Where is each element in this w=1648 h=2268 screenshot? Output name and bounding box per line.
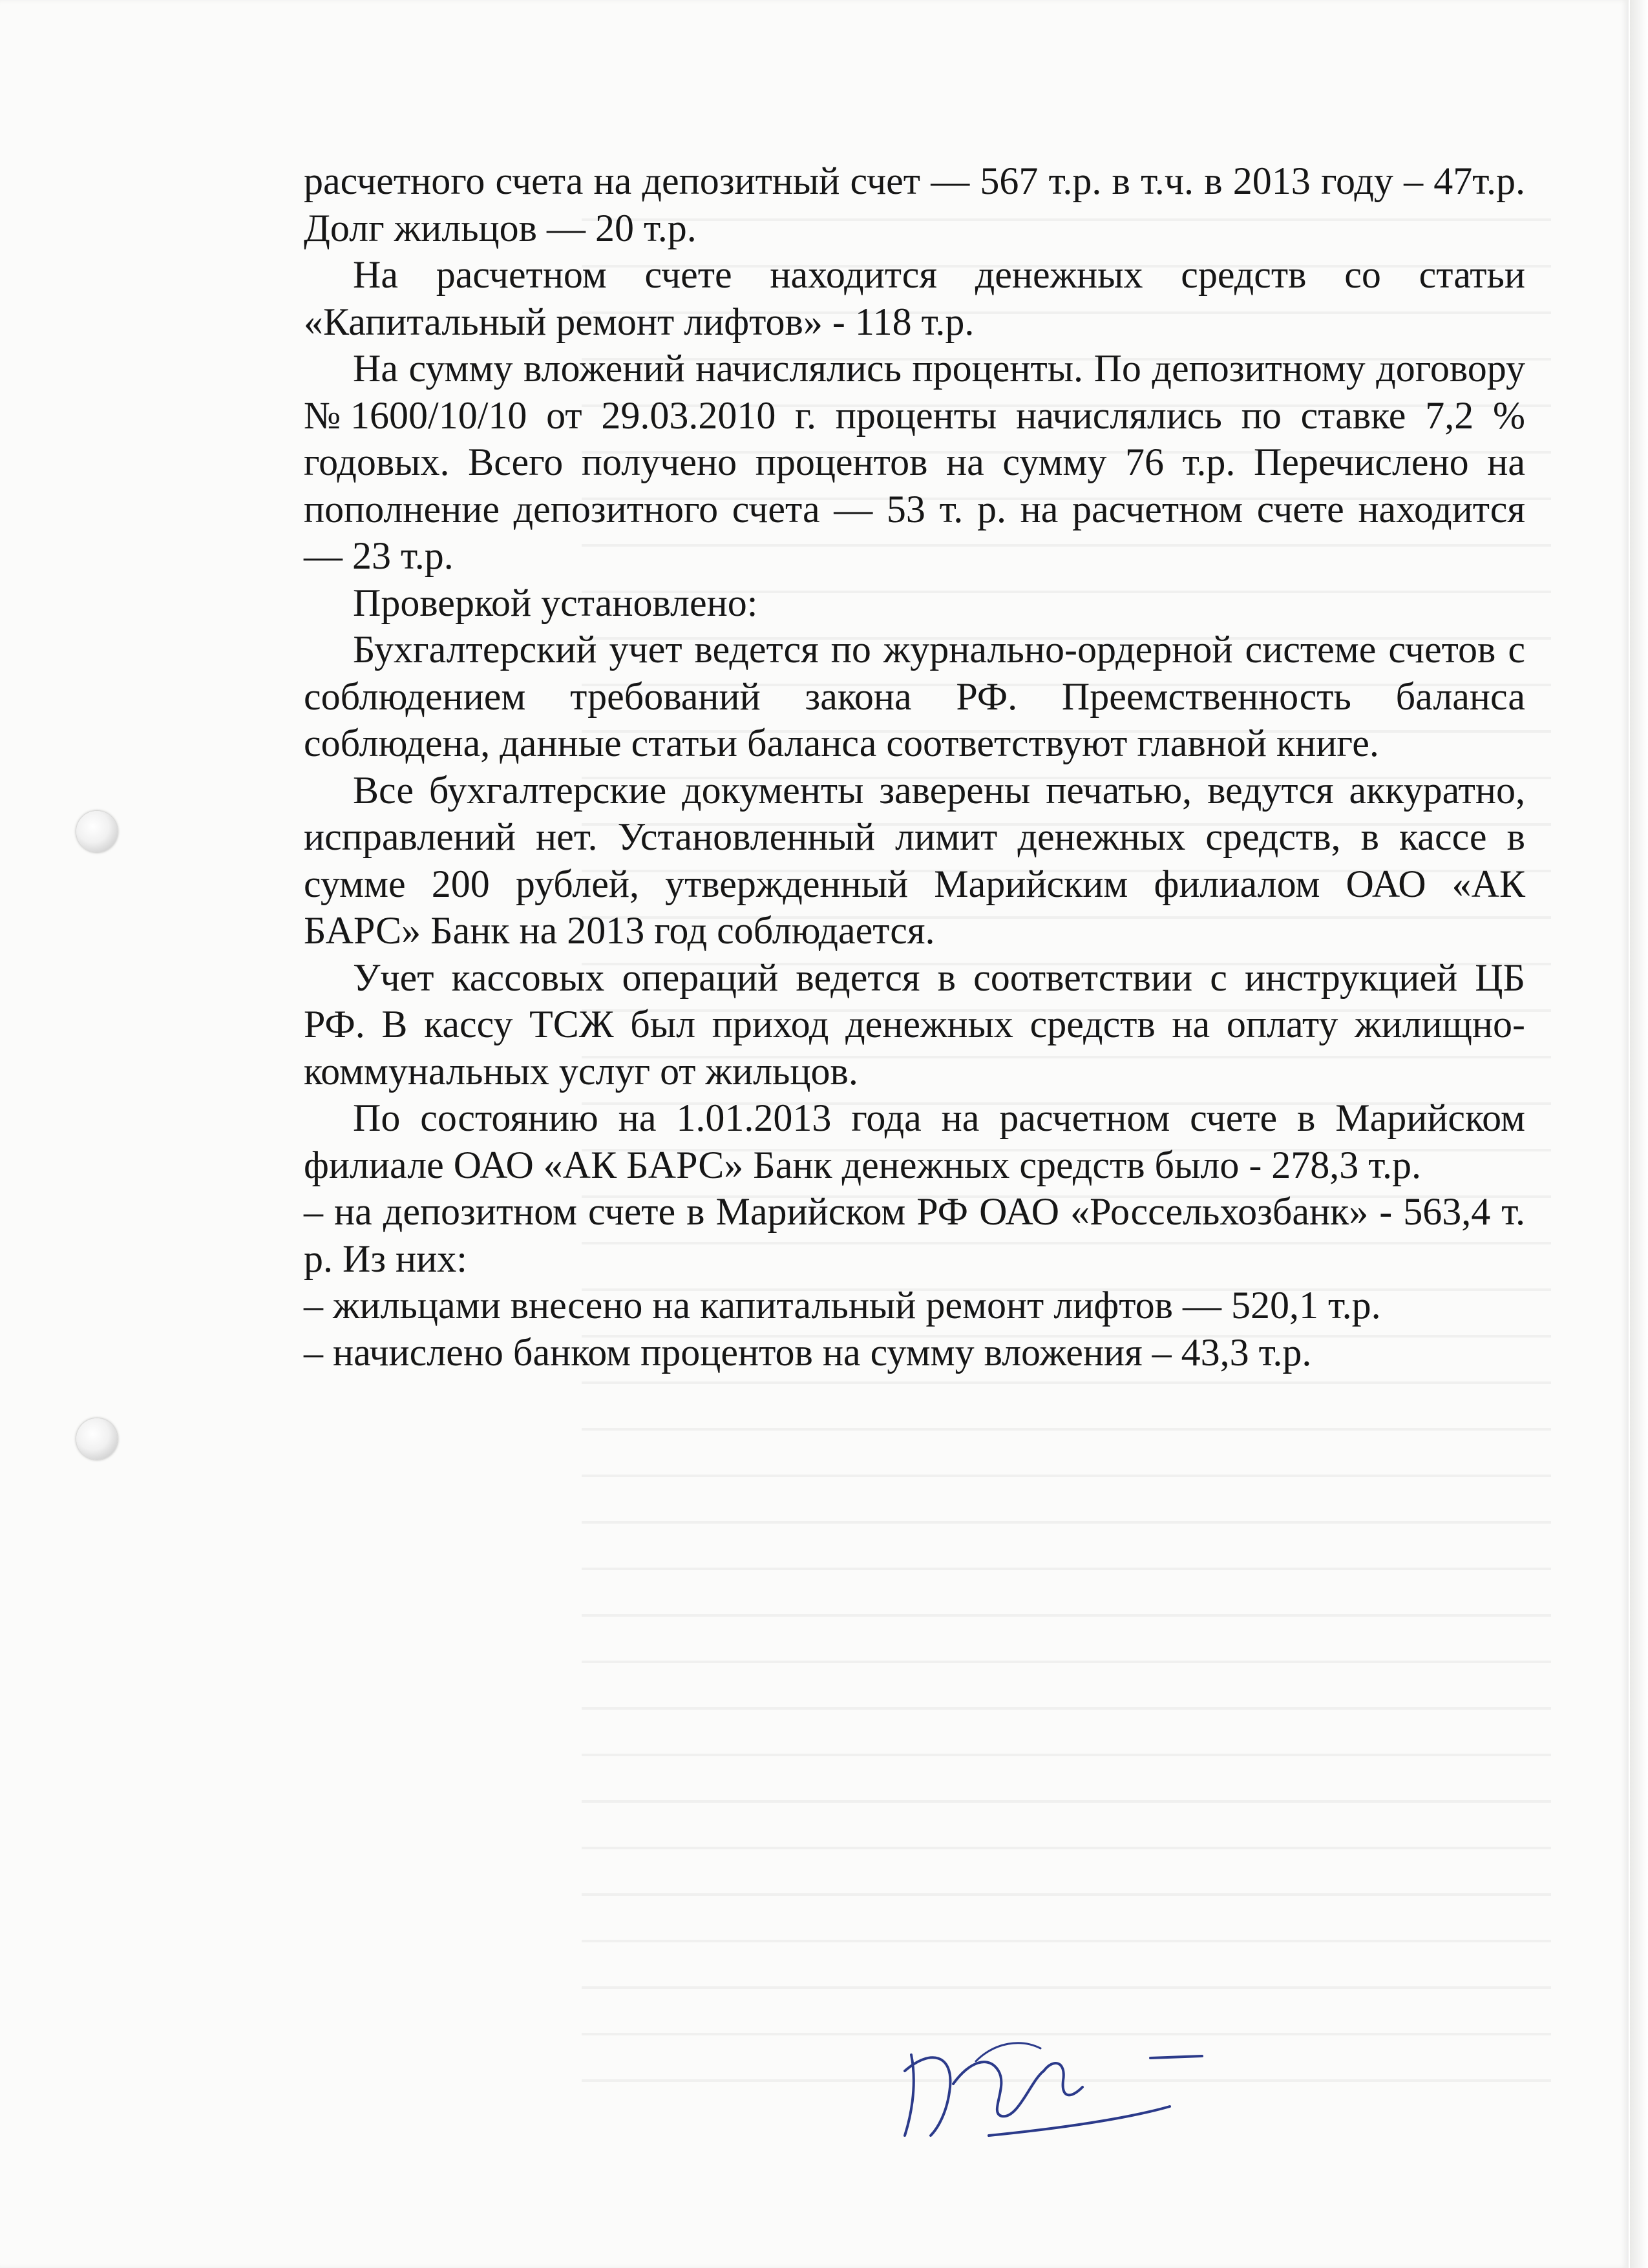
paragraph-accounting: Бухгалтерский учет ведется по журнально-ордерной системе счетов с соблюдением требований закона РФ. Преемственность баланса соблюдена, данные статьи баланса соответствуют главной книге. bbox=[304, 628, 1525, 764]
paragraph-deposit-account: – на депозитном счете в Марийском РФ ОАО «Россельхозбанк» - 563,4 т. р. Из них: bbox=[304, 1190, 1525, 1280]
paragraph-audit-established: Проверкой установлено: bbox=[353, 581, 758, 624]
paragraph-transfer-deposit: расчетного счета на депозитный счет — 567 т.р. в т.ч. в 2013 году – 47т.р. Долг жильцов — 20 т.р. bbox=[304, 160, 1525, 249]
handwritten-signature-icon bbox=[892, 2010, 1228, 2145]
punch-hole-upper bbox=[76, 811, 118, 852]
paragraph-balance-date: По состоянию на 1.01.2013 года на расчетном счете в Марийском филиале ОАО «АК БАРС» Банк денежных средств было - 278,3 т.р. bbox=[304, 1097, 1525, 1186]
paragraph-documents: Все бухгалтерские документы заверены печатью, ведутся аккуратно, исправлений нет. Установленный лимит денежных средств, в кассе в сумме 200 рублей, утвержденный Марийским филиалом ОАО «АК БАРС» Банк на 2013 год соблюдается. bbox=[304, 768, 1525, 952]
paragraph-interest-accrued: На сумму вложений начислялись проценты. По депозитному договору №1600/10/10 от 29.03.2010 г. проценты начислялись по ставке 7,2 % годовых. Всего получено процентов на сумму 76 т.р. Перечислено на пополнение депозитного счета — 53 т. р. на расчетном счете находится — 23 т.р. bbox=[304, 347, 1525, 577]
paragraph-cash-operations: Учет кассовых операций ведется в соответствии с инструкцией ЦБ РФ. В кассу ТСЖ был приход денежных средств на оплату жилищно-коммунальных услуг от жильцов. bbox=[304, 956, 1525, 1093]
document-body bbox=[304, 158, 1525, 1376]
paragraph-residents-contribution: – жильцами внесено на капитальный ремонт лифтов — 520,1 т.р. bbox=[304, 1284, 1381, 1327]
paragraph-elevator-repair-funds: На расчетном счете находится денежных средств со статьи «Капитальный ремонт лифтов» - 118 т.р. bbox=[304, 253, 1525, 343]
page-edge bbox=[1630, 0, 1648, 2268]
paragraph-bank-interest: – начислено банком процентов на сумму вложения – 43,3 т.р. bbox=[304, 1330, 1312, 1374]
punch-hole-lower bbox=[76, 1418, 118, 1460]
